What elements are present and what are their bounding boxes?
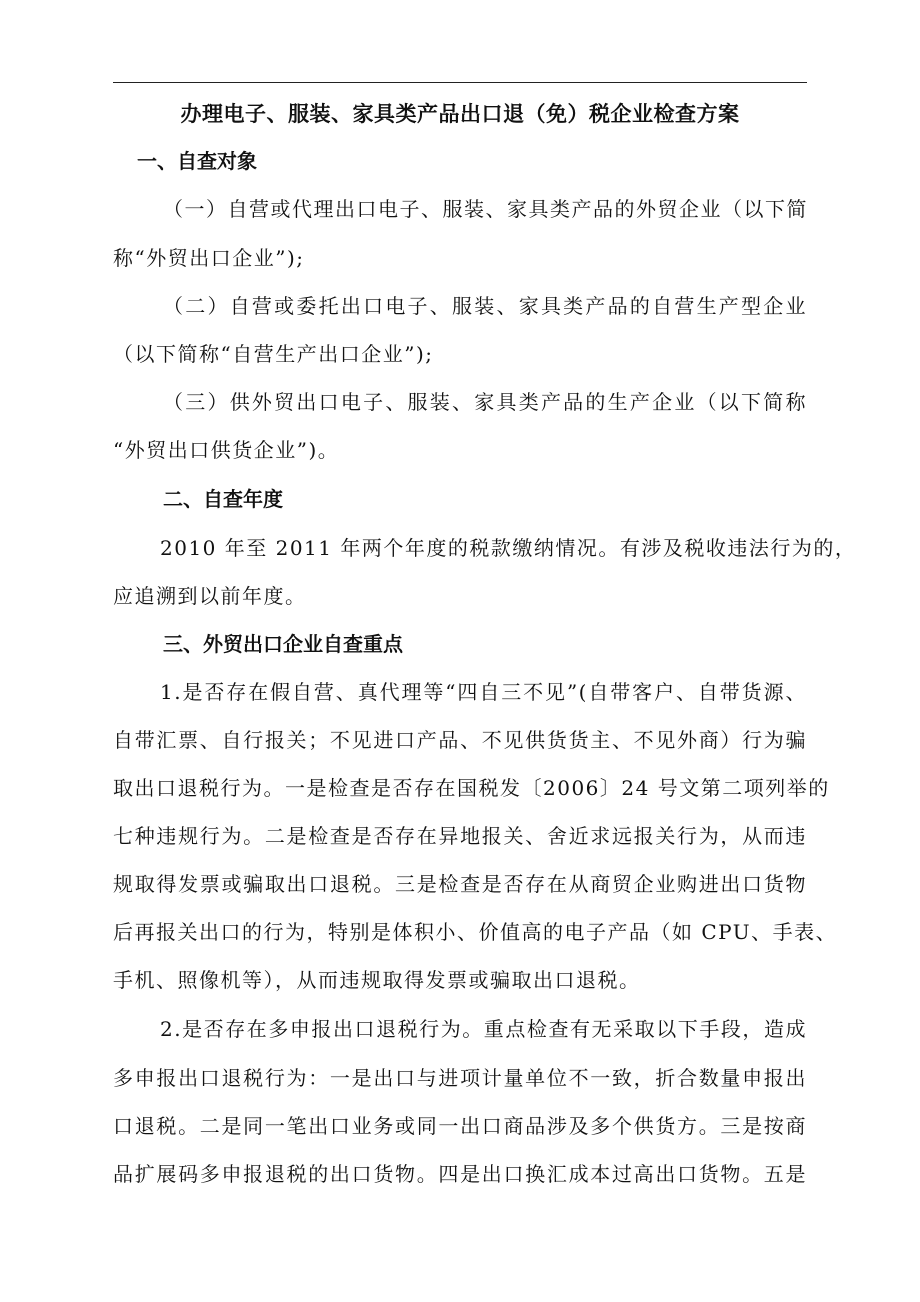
paragraph-line: 规取得发票或骗取出口退税。三是检查是否存在从商贸企业购进出口货物 (113, 872, 807, 896)
paragraph-line: 后再报关出口的行为，特别是体积小、价值高的电子产品（如 CPU、手表、 (113, 920, 838, 944)
paragraph-line: 七种违规行为。二是检查是否存在异地报关、舍近求远报关行为，从而违 (113, 824, 807, 848)
paragraph-line: 2010 年至 2011 年两个年度的税款缴纳情况。有涉及税收违法行为的， (160, 536, 857, 560)
paragraph-line: 口退税。二是同一笔出口业务或同一出口商品涉及多个供货方。三是按商 (113, 1114, 807, 1138)
section-heading-export-enterprise-focus: 三、外贸出口企业自查重点 (163, 632, 403, 656)
header-rule (113, 82, 807, 83)
section-heading-self-check-year: 二、自查年度 (163, 487, 283, 511)
paragraph-line: 称“外贸出口企业”); (113, 246, 305, 270)
paragraph-line: 取出口退税行为。一是检查是否存在国税发〔2006〕24 号文第二项列举的 (113, 776, 830, 800)
paragraph-line: （二）自营或委托出口电子、服装、家具类产品的自营生产型企业 (163, 294, 807, 318)
paragraph-line: （一）自营或代理出口电子、服装、家具类产品的外贸企业（以下简 (163, 197, 808, 221)
paragraph-line: 1.是否存在假自营、真代理等“四自三不见”(自带客户、自带货源、 (160, 680, 807, 704)
paragraph-line: 品扩展码多申报退税的出口货物。四是出口换汇成本过高出口货物。五是 (113, 1162, 807, 1186)
paragraph-line: （以下简称“自营生产出口企业”); (113, 342, 434, 366)
paragraph-line: （三）供外贸出口电子、服装、家具类产品的生产企业（以下简称 (163, 390, 807, 414)
paragraph-line: 2.是否存在多申报出口退税行为。重点检查有无采取以下手段，造成 (160, 1017, 807, 1041)
paragraph-line: “外贸出口供货企业”)。 (113, 438, 340, 462)
paragraph-line: 手机、照像机等），从而违规取得发票或骗取出口退税。 (113, 968, 641, 992)
paragraph-line: 自带汇票、自行报关；不见进口产品、不见供货货主、不见外商）行为骗 (113, 728, 807, 752)
document-title: 办理电子、服装、家具类产品出口退（免）税企业检查方案 (180, 102, 740, 126)
paragraph-line: 应追溯到以前年度。 (113, 584, 307, 608)
section-heading-self-check-subjects: 一、自查对象 (137, 149, 257, 173)
paragraph-line: 多申报出口退税行为：一是出口与进项计量单位不一致，折合数量申报出 (113, 1066, 807, 1090)
